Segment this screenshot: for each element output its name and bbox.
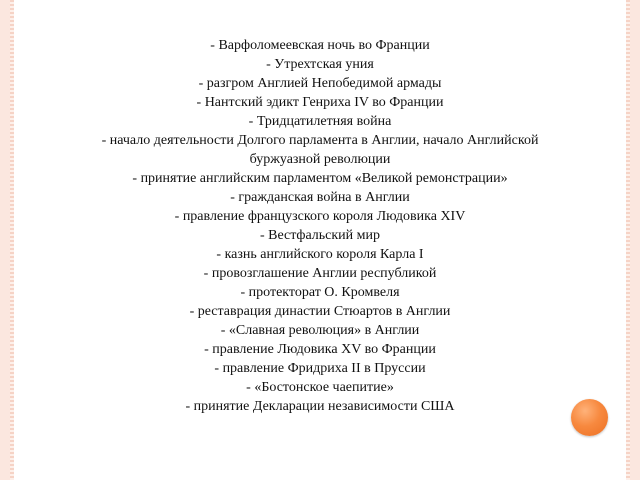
list-item: - принятие английским парламентом «Великой ремонстрации»: [132, 171, 508, 186]
list-item: - принятие Декларации независимости США: [185, 399, 455, 414]
list-item: - реставрация династии Стюартов в Англии: [189, 304, 451, 319]
list-item: - казнь английского короля Карла I: [216, 247, 424, 262]
list-item: - правление Людовика XV во Франции: [204, 342, 436, 357]
list-item: - Тридцатилетняя война: [248, 114, 392, 129]
list-item: - Утрехтская уния: [266, 57, 374, 72]
list-item: - Варфоломеевская ночь во Франции: [210, 38, 430, 53]
list-item: - начало деятельности Долгого парламента в Англии, начало Английской: [101, 133, 539, 148]
list-item: - гражданская война в Англии: [230, 190, 410, 205]
list-item: - Нантский эдикт Генриха IV во Франции: [196, 95, 444, 110]
list-item: - «Славная революция» в Англии: [220, 323, 420, 338]
list-item: - разгром Англией Непобедимой армады: [198, 76, 442, 91]
list-item: - Вестфальский мир: [259, 228, 381, 243]
event-list: [40, 36, 600, 416]
list-item: - протекторат О. Кромвеля: [240, 285, 400, 300]
list-item: буржуазной революции: [249, 152, 391, 167]
list-item: - правление Фридриха II в Пруссии: [214, 361, 426, 376]
list-item: - правление французского короля Людовика XIV: [174, 209, 466, 224]
orange-circle-icon: [571, 399, 608, 436]
list-item: - провозглашение Англии республикой: [203, 266, 437, 281]
list-item: - «Бостонское чаепитие»: [246, 380, 394, 395]
